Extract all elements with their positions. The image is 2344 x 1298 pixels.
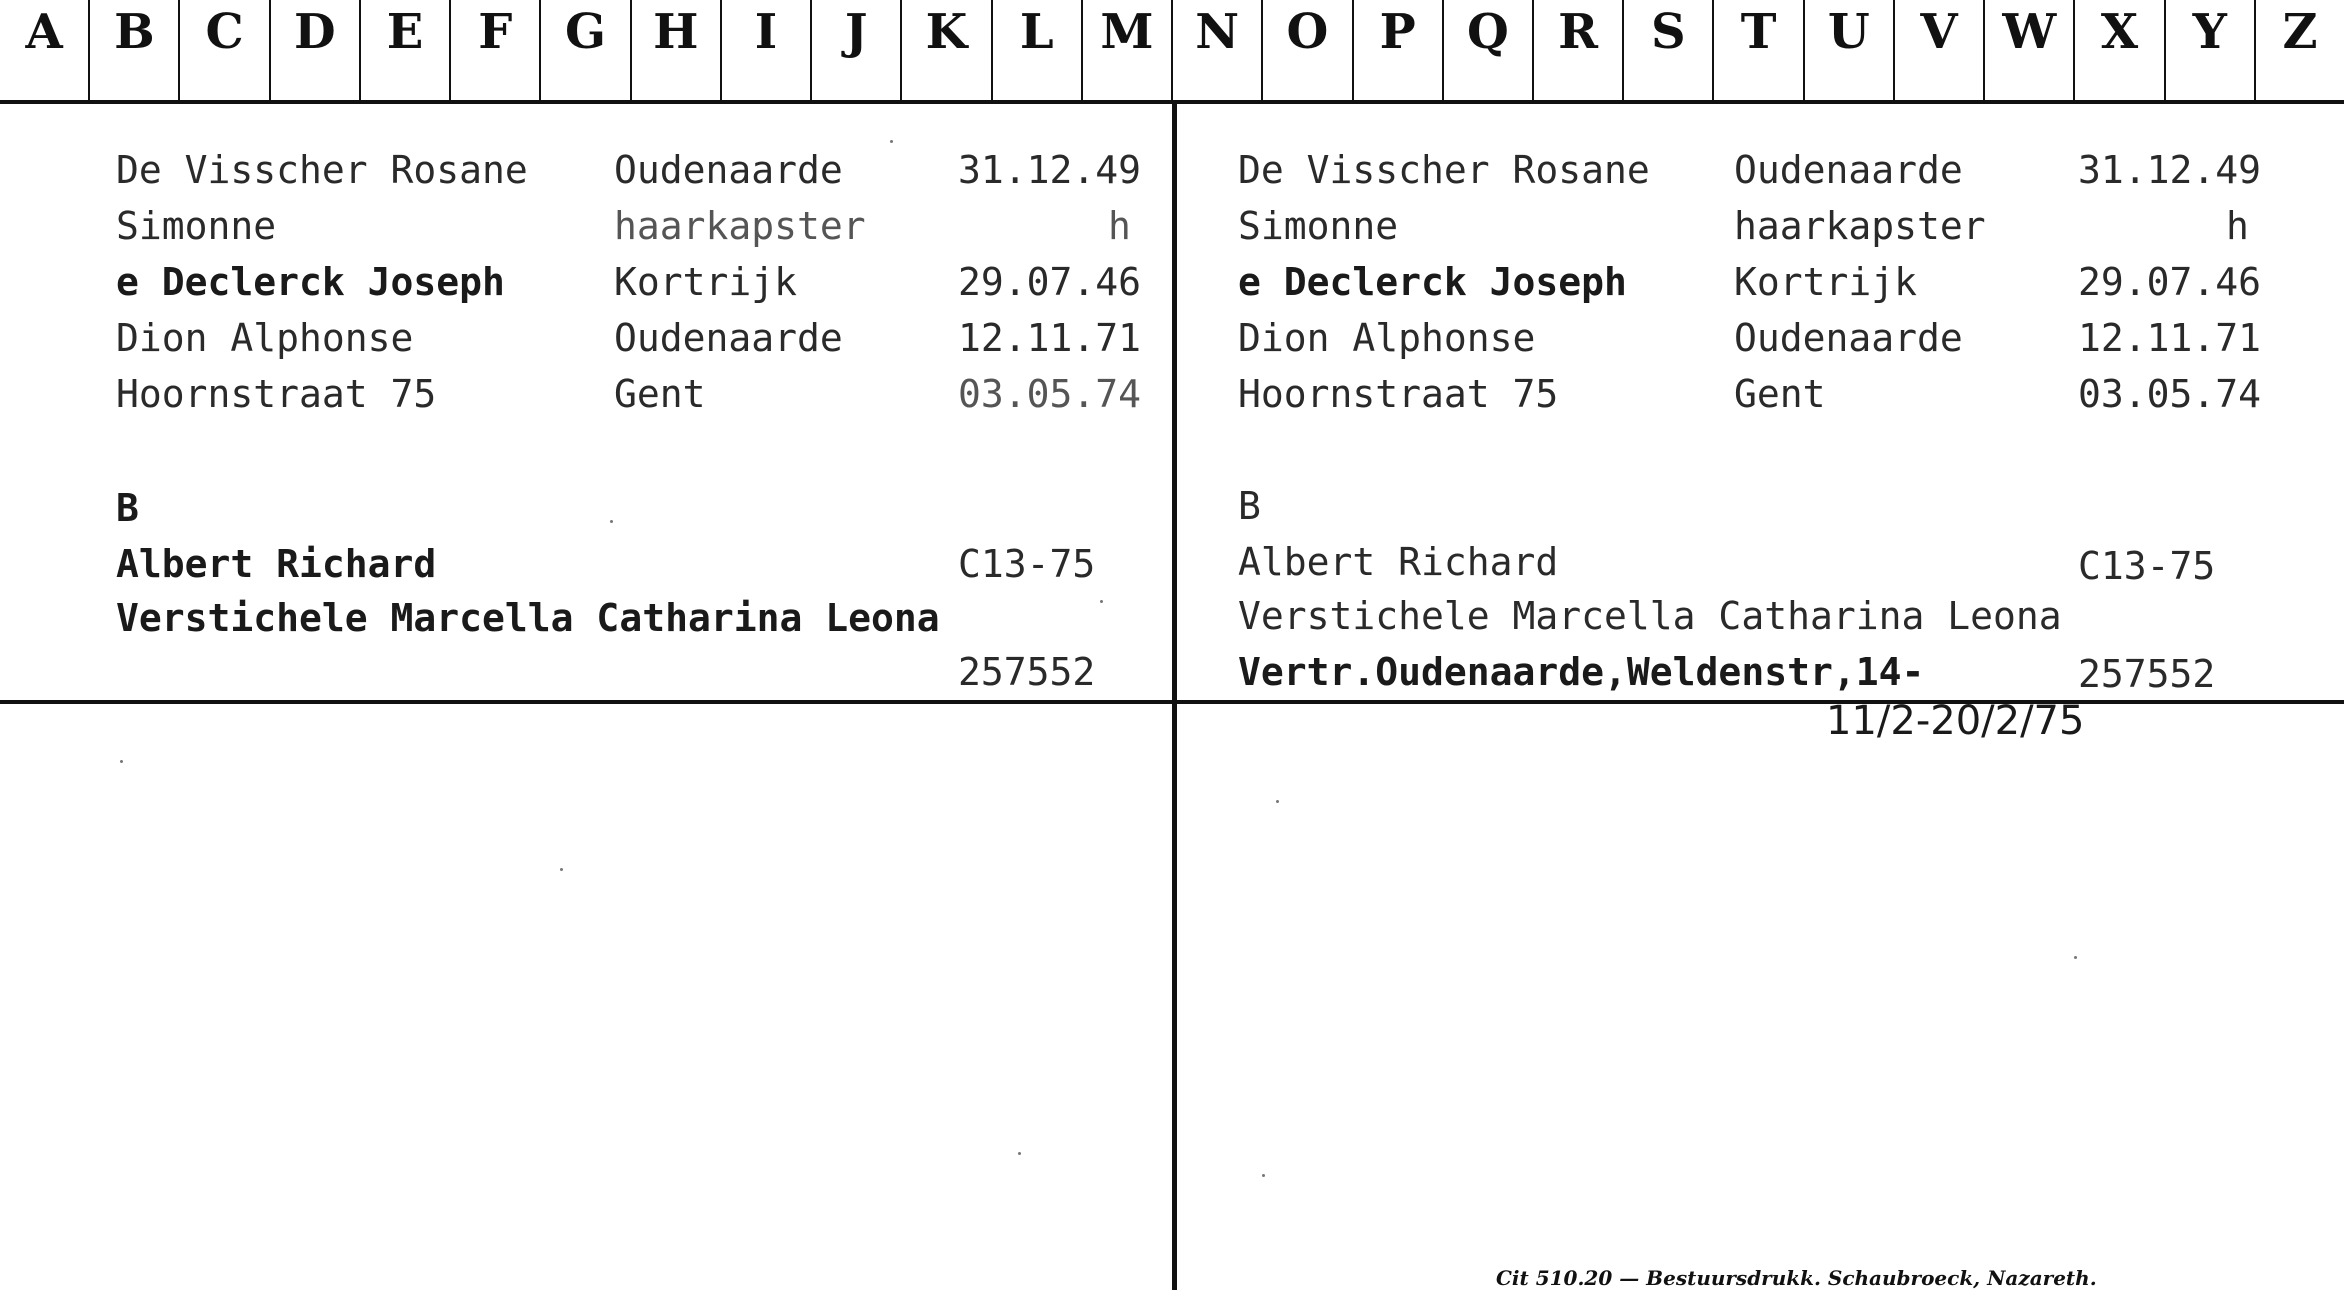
left-row1-name: De Visscher Rosane [116, 148, 528, 192]
right-row4-date: 12.11.71 [2078, 316, 2262, 360]
scan-speck [1276, 800, 1279, 803]
left-card-bottom-rule [0, 700, 1172, 704]
right-row7-name: Albert Richard [1238, 540, 1559, 584]
alpha-tab-o[interactable]: O [1263, 0, 1353, 100]
right-row2-name: Simonne [1238, 204, 1399, 248]
alphabet-index-strip [0, 0, 2344, 104]
alpha-tab-v[interactable]: V [1895, 0, 1985, 100]
scan-speck [560, 868, 563, 871]
alpha-tab-b[interactable]: B [90, 0, 180, 100]
right-row3-name: e Declerck Joseph [1238, 260, 1627, 304]
alpha-tab-m[interactable]: M [1083, 0, 1173, 100]
left-row3-place: Kortrijk [614, 260, 798, 304]
left-row1-date: 31.12.49 [958, 148, 1142, 192]
alpha-tab-s[interactable]: S [1624, 0, 1714, 100]
alpha-tab-h[interactable]: H [632, 0, 722, 100]
right-row1-date: 31.12.49 [2078, 148, 2262, 192]
left-row8-name: Verstichele Marcella Catharina Leona [116, 596, 940, 640]
left-row9-number: 257552 [958, 650, 1096, 694]
left-row3-name: e Declerck Joseph [116, 260, 505, 304]
left-row5-date: 03.05.74 [958, 372, 1142, 416]
left-row1-place: Oudenaarde [614, 148, 843, 192]
right-row8-name: Verstichele Marcella Catharina Leona [1238, 594, 2062, 638]
alpha-tab-x[interactable]: X [2075, 0, 2165, 100]
right-row2-occupation: haarkapster [1734, 204, 1986, 248]
scan-speck [610, 520, 613, 523]
alpha-tab-j[interactable]: J [812, 0, 902, 100]
right-row1-place: Oudenaarde [1734, 148, 1963, 192]
alpha-tab-i[interactable]: I [722, 0, 812, 100]
scan-speck [1100, 600, 1103, 603]
alpha-tab-a[interactable]: A [0, 0, 90, 100]
alpha-tab-q[interactable]: Q [1444, 0, 1534, 100]
center-divider-line [1172, 104, 1177, 1290]
left-row2-name: Simonne [116, 204, 277, 248]
alpha-tab-c[interactable]: C [180, 0, 270, 100]
right-row3-place: Kortrijk [1734, 260, 1918, 304]
right-row9-address: Vertr.Oudenaarde,Weldenstr,14- [1238, 650, 1925, 694]
left-row4-name: Dion Alphonse [116, 316, 414, 360]
right-row5-address: Hoornstraat 75 [1238, 372, 1559, 416]
alpha-tab-n[interactable]: N [1173, 0, 1263, 100]
left-row5-city: Gent [614, 372, 706, 416]
right-row9-number: 257552 [2078, 652, 2216, 696]
alpha-tab-p[interactable]: P [1354, 0, 1444, 100]
right-row7-code: C13-75 [2078, 544, 2216, 588]
right-row5-date: 03.05.74 [2078, 372, 2262, 416]
left-row2-occupation: haarkapster [614, 204, 866, 248]
scan-speck [1262, 1174, 1265, 1177]
alpha-tab-r[interactable]: R [1534, 0, 1624, 100]
left-row5-address: Hoornstraat 75 [116, 372, 437, 416]
left-section-letter: B [116, 486, 139, 530]
left-row2-mark: h [1108, 204, 1131, 248]
alpha-tab-f[interactable]: F [451, 0, 541, 100]
right-row4-place: Oudenaarde [1734, 316, 1963, 360]
left-row7-code: C13-75 [958, 542, 1096, 586]
alpha-tab-d[interactable]: D [271, 0, 361, 100]
scan-speck [2074, 956, 2077, 959]
left-row7-name: Albert Richard [116, 542, 437, 586]
alpha-tab-z[interactable]: Z [2282, 4, 2318, 60]
right-row1-name: De Visscher Rosane [1238, 148, 1650, 192]
right-handwritten-note: 11/2-20/2/75 [1826, 698, 2085, 744]
alpha-tab-t[interactable]: T [1714, 0, 1804, 100]
right-section-letter: B [1238, 484, 1261, 528]
left-row3-date: 29.07.46 [958, 260, 1142, 304]
alpha-tab-y[interactable]: Y [2166, 0, 2256, 100]
alpha-tab-e[interactable]: E [361, 0, 451, 100]
scan-speck [890, 140, 893, 143]
scan-speck [1018, 1152, 1021, 1155]
right-row4-name: Dion Alphonse [1238, 316, 1536, 360]
left-row4-date: 12.11.71 [958, 316, 1142, 360]
alpha-tab-g[interactable]: G [541, 0, 631, 100]
alpha-tab-k[interactable]: K [902, 0, 992, 100]
printer-imprint: Cit 510.20 — Bestuursdrukk. Schaubroeck, Nazareth. [1496, 1266, 2097, 1290]
right-row3-date: 29.07.46 [2078, 260, 2262, 304]
alpha-tab-u[interactable]: U [1805, 0, 1895, 100]
alpha-tab-w[interactable]: W [1985, 0, 2075, 100]
alpha-tab-l[interactable]: L [993, 0, 1083, 100]
right-row5-city: Gent [1734, 372, 1826, 416]
left-row4-place: Oudenaarde [614, 316, 843, 360]
scan-speck [120, 760, 123, 763]
right-row2-mark: h [2226, 204, 2249, 248]
